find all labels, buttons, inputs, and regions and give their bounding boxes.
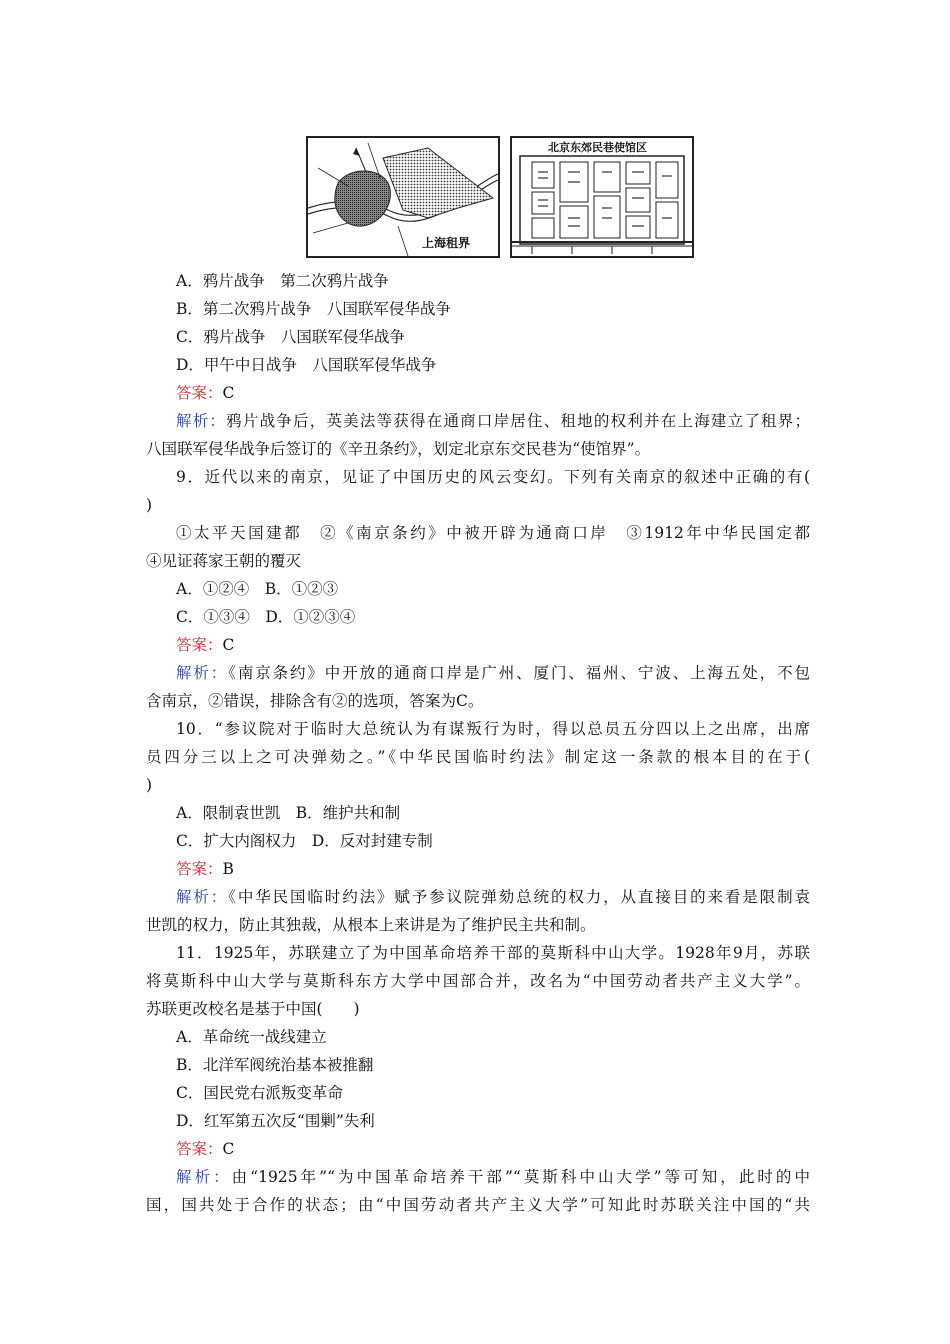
analysis-text: 由“1925年”“为中国革命培养干部”“莫斯科中山大学”等可知，此时的中 xyxy=(231,1168,810,1186)
q8-analysis-line2: 八国联军侵华战争后签订的《辛丑条约》，划定北京东交民巷为“使馆界”。 xyxy=(146,440,651,458)
answer-label: 答案： xyxy=(176,860,223,878)
q9-options-line1: A．①②④ B．①②③ xyxy=(176,580,339,598)
answer-value: C xyxy=(222,636,235,654)
q10-stem-line1: 10．“参议院对于临时大总统认为有谋叛行为时，得以总员五分四以上之出席，出席 xyxy=(176,720,810,738)
beijing-map-label: 北京东郊民巷使馆区 xyxy=(548,141,647,154)
q9-analysis-line1 xyxy=(146,659,810,687)
q10-options-line1: A．限制袁世凯 B．维护共和制 xyxy=(176,804,401,822)
q8-option-c: C．鸦片战争 八国联军侵华战争 xyxy=(176,328,405,346)
q8-analysis-line1 xyxy=(146,407,810,435)
q9-stem-line1: 9．近代以来的南京，见证了中国历史的风云变幻。下列有关南京的叙述中正确的有( xyxy=(176,468,810,486)
q10-stem-line2: 员四分三以上之可决弹劾之。”《中华民国临时约法》制定这一条款的根本目的在于( xyxy=(146,748,810,766)
analysis-label: 解析： xyxy=(176,412,227,430)
analysis-text: 鸦片战争后，英美法等获得在通商口岸居住、租地的权利并在上海建立了租界； xyxy=(226,412,810,430)
q8-answer xyxy=(146,379,810,407)
q11-option-a: A．革命统一战线建立 xyxy=(176,1028,327,1046)
q9-items-line1: ①太平天国建都 ②《南京条约》中被开辟为通商口岸 ③1912年中华民国定都 xyxy=(176,524,810,542)
analysis-text: 《南京条约》中开放的通商口岸是广州、厦门、福州、宁波、上海五处，不包 xyxy=(228,664,810,682)
answer-label: 答案： xyxy=(176,636,223,654)
q9-options-line2: C．①③④ D．①②③④ xyxy=(176,608,356,626)
q11-analysis-line1 xyxy=(146,1163,810,1191)
document-text xyxy=(146,267,810,1219)
q10-analysis-line1 xyxy=(146,883,810,911)
q10-analysis-line2: 世凯的权力，防止其独裁，从根本上来讲是为了维护民主共和制。 xyxy=(146,916,596,934)
q11-option-d: D．红军第五次反“围剿”失利 xyxy=(176,1112,375,1130)
q10-stem-line3: ) xyxy=(146,776,153,794)
q11-analysis-line2: 国，国共处于合作的状态；由“中国劳动者共产主义大学”可知此时苏联关注中国的“共 xyxy=(146,1196,810,1214)
analysis-label: 解析： xyxy=(176,888,229,906)
q8-option-a: A．鸦片战争 第二次鸦片战争 xyxy=(176,272,389,290)
q9-analysis-line2: 含南京，②错误，排除含有②的选项，答案为C。 xyxy=(146,692,484,710)
analysis-text: 《中华民国临时约法》赋予参议院弹劾总统的权力，从直接目的来看是限制袁 xyxy=(228,888,810,906)
q11-stem-line1: 11．1925年，苏联建立了为中国革命培养干部的莫斯科中山大学。1928年9月，苏联 xyxy=(176,944,810,962)
q10-answer xyxy=(146,855,810,883)
shanghai-map-label: 上海租界 xyxy=(422,236,471,250)
beijing-legation-map xyxy=(510,136,694,258)
answer-value: C xyxy=(222,384,235,402)
answer-label: 答案： xyxy=(176,1140,223,1158)
q11-stem-line3: 苏联更改校名是基于中国( ) xyxy=(146,1000,360,1018)
analysis-label: 解析： xyxy=(176,1168,232,1186)
q11-option-b: B．北洋军阀统治基本被推翻 xyxy=(176,1056,374,1074)
answer-value: C xyxy=(222,1140,235,1158)
q10-options-line2: C．扩大内阁权力 D．反对封建专制 xyxy=(176,832,433,850)
figure-group xyxy=(306,136,694,254)
q9-stem-line2: ) xyxy=(146,496,153,514)
q11-answer xyxy=(146,1135,810,1163)
q9-items-line2: ④见证蒋家王朝的覆灭 xyxy=(146,552,302,570)
answer-label: 答案： xyxy=(176,384,223,402)
q8-option-b: B．第二次鸦片战争 八国联军侵华战争 xyxy=(176,300,451,318)
q8-option-d: D．甲午中日战争 八国联军侵华战争 xyxy=(176,356,437,374)
analysis-label: 解析： xyxy=(176,664,229,682)
q11-stem-line2: 将莫斯科中山大学与莫斯科东方大学中国部合并，改名为“中国劳动者共产主义大学”。 xyxy=(146,972,810,990)
q9-answer xyxy=(146,631,810,659)
answer-value: B xyxy=(222,860,234,878)
shanghai-concession-map xyxy=(306,136,500,258)
beijing-map-drawing xyxy=(512,138,692,256)
q11-option-c: C．国民党右派叛变革命 xyxy=(176,1084,343,1102)
